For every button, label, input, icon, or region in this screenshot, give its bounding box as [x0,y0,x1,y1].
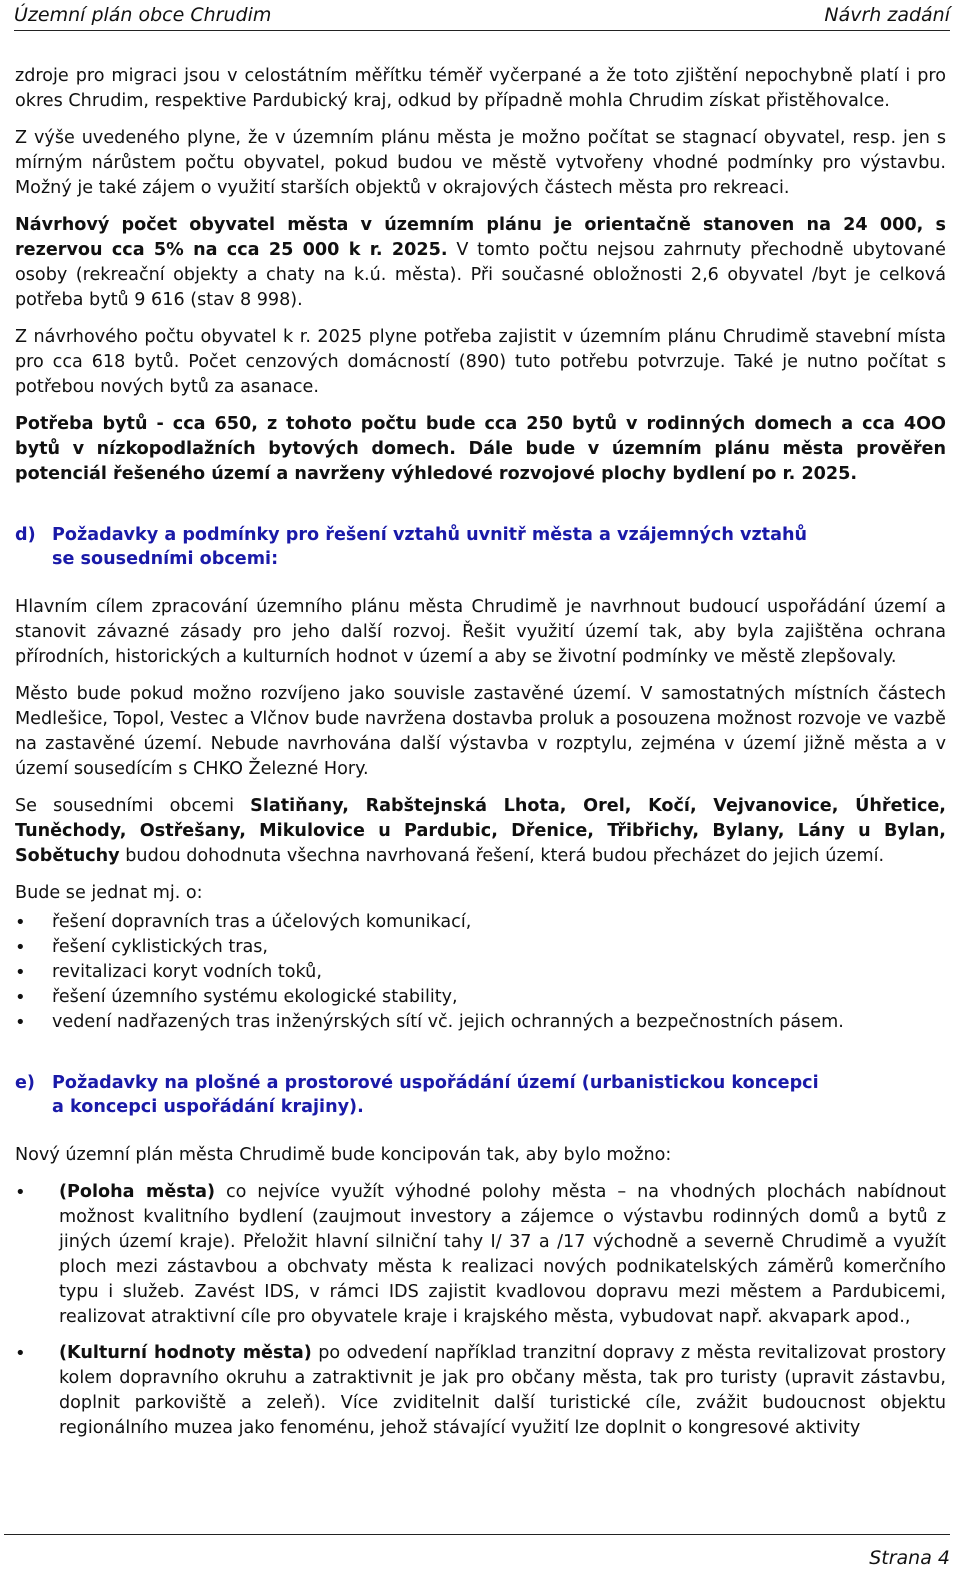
housing-summary-bold: Potřeba bytů - cca 650, z tohoto počtu bude cca 250 bytů v rodinných domech a cca 4OO bytů v nízkopodlažních bytových domech. Dále bude v územním plánu města prověřen potenciál řešeného území a navrženy výhledové rozvojové plochy bydlení po r. 2025. [15,414,946,484]
list-intro: Bude se jednat mj. o: [15,883,203,903]
concept-list [15,1180,946,1441]
list-item [15,1341,946,1441]
list-item: • řešení dopravních tras a účelových komunikací, [15,910,946,935]
section-e-letter: e) [15,1073,35,1093]
section-d-heading [15,523,946,571]
paragraph-main-goal: Hlavním cílem zpracování územního plánu města Chrudimě je navrhnout budoucí uspořádání území a stanovit závazné zásady pro jeho další rozvoj. Řešit využití území tak, aby byla zajištěna ochrana přírodních, historických a kulturních hodnot v území a aby se životní podmínky ve městě zlepšovaly. [15,597,946,667]
paragraph-neighbour-municipalities [15,794,946,869]
section-d-title-line1: Požadavky a podmínky pro řešení vztahů uvnitř města a vzájemných vztahů [52,525,808,545]
page-number: Strana 4 [869,1547,950,1569]
paragraph-development: Město bude pokud možno rozvíjeno jako souvisle zastavěné území. V samostatných místních částech Medlešice, Topol, Vestec a Vlčnov bude navržena dostavba proluk a posouzena možnost rozvoje ve vazbě na zastavěné území. Nebude navrhována další výstavba v rozptylu, zejména v území jižně města a v území sousedícím s CHKO Železné Hory. [15,684,946,779]
list-item [15,1180,946,1330]
neighbours-list: Slatiňany, Rabštejnská Lhota, Orel, Kočí, Vejvanovice, Úhřetice, Tuněchody, Ostřešany, Mikulovice u Pardubic, Dřenice, Třibřichy, Bylany, Lány u Bylan, Sobětuchy [15,796,946,866]
paragraph-concept-intro: Nový územní plán města Chrudimě bude koncipován tak, aby bylo možno: [15,1145,672,1165]
population-forecast-rest: V tomto počtu nejsou zahrnuty přechodně ubytované osoby (rekreační objekty a chaty na k.ú. města). Při současné obložnosti 2,6 obyvatel /byt je celková potřeba bytů 9 616 (stav 8 998). [15,240,946,310]
section-e-title-line2: a koncepci uspořádání krajiny). [52,1097,364,1117]
paragraph-migration: zdroje pro migraci jsou v celostátním měřítku téměř vyčerpané a že toto zjištění nepochybně platí i pro okres Chrudim, respektive Pardubický kraj, odkud by případně mohla Chrudim získat přistěhovalce. [15,66,946,111]
concept-item-title: (Poloha města) [59,1182,216,1202]
list-item: • řešení cyklistických tras, [15,935,946,960]
page-footer [4,1534,950,1569]
section-e-title-line1: Požadavky na plošné a prostorové uspořádání území (urbanistickou koncepci [52,1073,819,1093]
paragraph-stagnation: Z výše uvedeného plyne, že v územním plánu města je možno počítat se stagnací obyvatel, resp. jen s mírným nárůstem počtu obyvatel, pokud budou ve městě vytvořeny vhodné podmínky pro výstavbu. Možný je také zájem o využití starších objektů v okrajových částech města pro rekreaci. [15,128,946,198]
concept-item-text: co nejvíce využít výhodné polohy města – na vhodných plochách nabídnout možnost kvalitního bydlení (zaujmout investory a zájemce o výstavbu rodinných domů a bytů z jiných území kraje). Přeložit hlavní silniční tahy I/ 37 a /17 východně a severně Chrudimě a využít ploch mezi zástavbou a obchvaty města k realizaci nových podnikatelských záměrů komerčního typu i služeb. Zavést IDS, v rámci IDS zajistit kvadlovou dopravu mezi městem a Pardubicemi, realizovat atraktivní cíle pro obyvatele kraje i krajského města, vybudovat např. akvapark apod., [59,1182,946,1327]
document-body [15,64,946,1453]
list-item: • řešení územního systému ekologické stability, [15,985,946,1010]
header-document-title: Územní plán obce Chrudim [14,4,272,26]
list-item: • revitalizaci koryt vodních toků, [15,960,946,985]
neighbours-post: budou dohodnuta všechna navrhovaná řešení, která budou přecházet do jejich území. [119,846,885,866]
concept-item-title: (Kulturní hodnoty města) [59,1343,312,1363]
concept-item-text: po odvedení například tranzitní dopravy z města revitalizovat prostory kolem dopravního okruhu a zatraktivnit je jak pro občany města, tak pro turisty (upravit zástavbu, doplnit parkoviště a zeleň). Více zviditelnit další turistické cíle, zvážit budoucnost objektu regionálního muzea jako fenoménu, jehož stávající využití lze doplnit o kongresové aktivity [59,1343,946,1438]
list-item: • vedení nadřazených tras inženýrských sítí vč. jejich ochranných a bezpečnostních pásem. [15,1010,946,1035]
paragraph-population-forecast [15,213,946,313]
section-e-heading [15,1071,946,1119]
page-header [14,4,950,31]
header-document-type: Návrh zadání [824,4,950,26]
paragraph-housing-need: Z návrhového počtu obyvatel k r. 2025 plyne potřeba zajistit v územním plánu Chrudimě stavební místa pro cca 618 bytů. Počet cenzových domácností (890) tuto potřebu potvrzuje. Také je nutno počítat s potřebou nových bytů za asanace. [15,327,946,397]
population-forecast-bold: Návrhový počet obyvatel města v územním plánu je orientačně stanoven na 24 000, s rezervou cca 5% na cca 25 000 k r. 2025. [15,215,946,260]
paragraph-housing-summary [15,412,946,487]
coordination-list [15,910,946,1035]
section-d-title-line2: se sousedními obcemi: [52,549,279,569]
neighbours-pre: Se sousedními obcemi [15,796,251,816]
section-d-letter: d) [15,525,36,545]
